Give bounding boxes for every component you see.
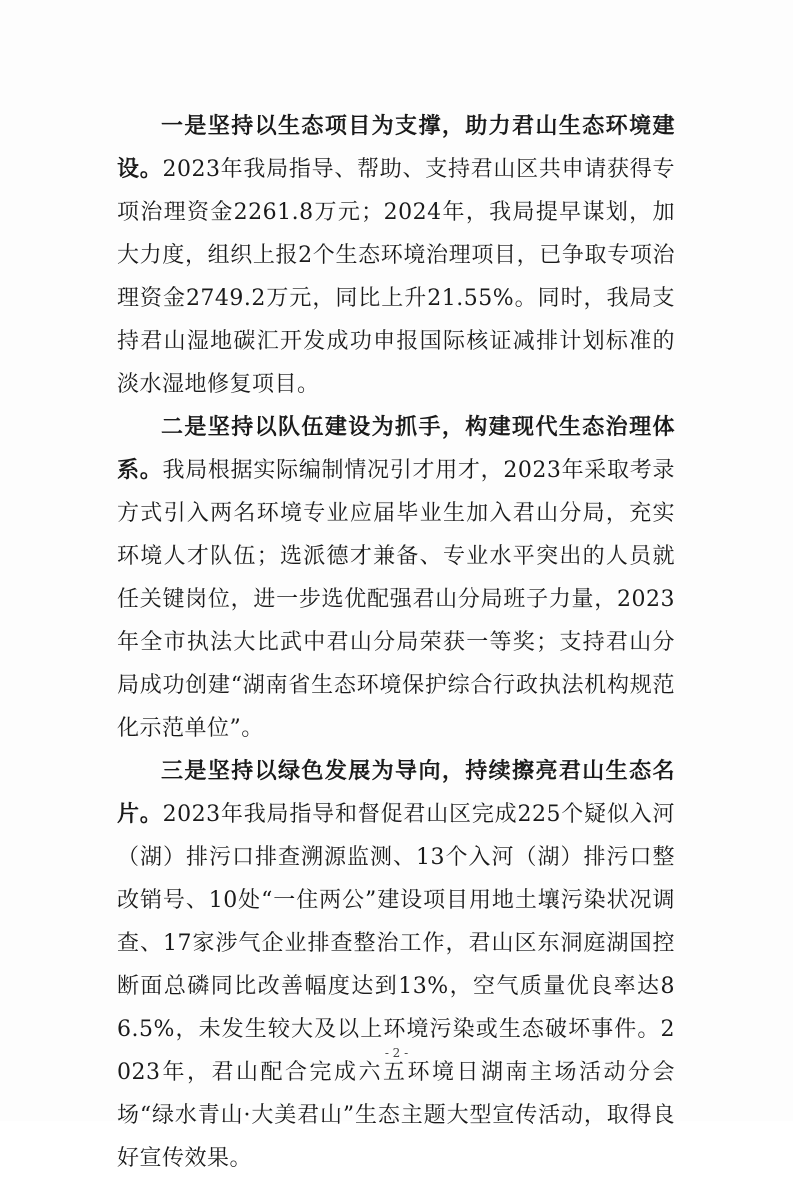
- paragraph-heading: 一是坚持以生态项目为支撑，助力君山生态环境建设。: [117, 113, 675, 182]
- paragraph-heading: 三是坚持以绿色发展为导向，持续擦亮君山生态名片。: [117, 758, 675, 827]
- paragraph-project-support: [117, 105, 675, 406]
- page-number: - 2 -: [384, 1046, 409, 1060]
- paragraph-text: 我局根据实际编制情况引才用才，2023年采取考录方式引入两名环境专业应届毕业生加入君山分局，充实环境人才队伍；选派德才兼备、专业水平突出的人员就任关键岗位，进一步选优配强君山分局班子力量，2023年全市执法大比武中君山分局荣获一等奖；支持君山分局成功创建“湖南省生态环境保护综合行政执法机构规范化示范单位”。: [117, 458, 675, 741]
- paragraph-heading: 二是坚持以队伍建设为抓手，构建现代生态治理体系。: [117, 414, 675, 483]
- paragraph-text: 2023年我局指导和督促君山区完成225个疑似入河（湖）排污口排查溯源监测、13个入河（湖）排污口整改销号、10处“一住两公”建设项目用地土壤污染状况调查、17家涉气企业排查整治工作，君山区东洞庭湖国控断面总磷同比改善幅度达到13%，空气质量优良率达86.5%，未发生较大及以上环境污染或生态破坏事件。2023年，君山配合完成六五环境日湖南主场活动分会场“绿水青山·大美君山”生态主题大型宣传活动，取得良好宣传效果。: [117, 802, 675, 1171]
- paragraph-team-building: [117, 406, 675, 750]
- paragraph-green-development: [117, 750, 675, 1180]
- document-body: [117, 105, 675, 1180]
- paragraph-text: 2023年我局指导、帮助、支持君山区共申请获得专项治理资金2261.8万元；2024年，我局提早谋划，加大力度，组织上报2个生态环境治理项目，已争取专项治理资金2749.2万元，同比上升21.55%。同时，我局支持君山湿地碳汇开发成功申报国际核证减排计划标准的淡水湿地修复项目。: [117, 157, 675, 397]
